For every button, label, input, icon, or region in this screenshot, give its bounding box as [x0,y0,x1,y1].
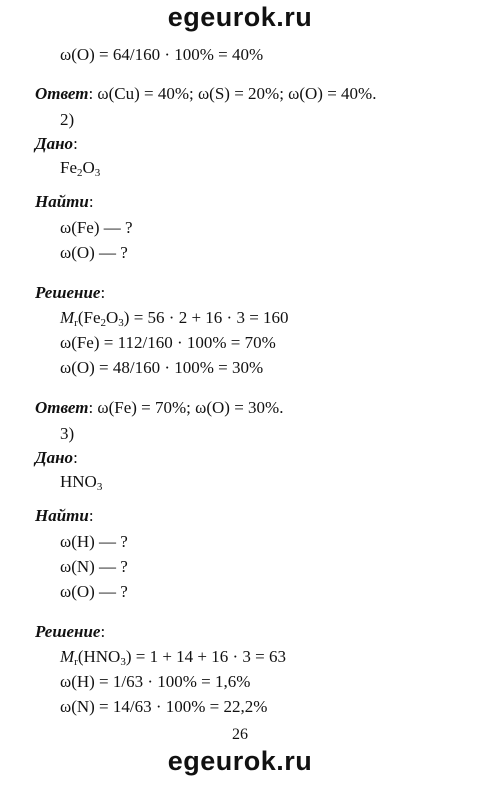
find-2-o: ω(O) — ? [60,243,128,262]
answer-label: Ответ [35,398,89,417]
find-label: Найти [35,506,89,525]
label-colon: : [73,448,78,467]
label-colon: : [100,622,106,641]
molar-mass-symbol: M [60,647,75,666]
formula-part: O [82,158,95,177]
solution-2-molar-mass [60,308,289,328]
formula-part: HNO [60,472,97,491]
find-2-fe: ω(Fe) — ? [60,218,133,237]
answer-label: Ответ [35,84,89,103]
formula-part: (Fe [77,308,101,327]
molar-mass-symbol: M [60,308,75,327]
formula-part: ) = 56 · 2 + 16 · 3 = 160 [123,308,289,327]
given-2-formula [60,158,100,178]
answer-2 [35,398,283,418]
formula-part: Fe [60,158,77,177]
formula-part: (HNO [77,647,121,666]
formula-subscript: 3 [120,656,126,668]
site-watermark-bottom: egeurok.ru [167,746,313,776]
formula-part: O [106,308,119,327]
find-2-heading [35,192,94,212]
formula-part: ) = 1 + 14 + 16 · 3 = 63 [125,647,287,666]
solution-label: Решение [35,622,101,641]
solution-3-molar-mass [60,647,286,667]
label-colon: : [100,283,106,302]
find-3-o: ω(O) — ? [60,582,128,601]
label-colon: : [88,84,94,103]
page-number: 26 [232,726,248,743]
solution-3-heading [35,622,105,642]
formula-subscript: r [74,656,78,668]
given-2-heading [35,134,78,154]
given-3-formula [60,472,102,492]
formula-subscript: 3 [96,481,103,493]
solution-3-n: ω(N) = 14/63 · 100% = 22,2% [60,697,268,716]
label-colon: : [88,192,94,211]
solution-2-heading [35,283,105,303]
answer-text: ω(Fe) = 70%; ω(O) = 30%. [97,398,284,417]
formula-subscript: 3 [94,167,101,179]
solution-2-o: ω(O) = 48/160 · 100% = 30% [60,358,264,377]
given-3-heading [35,448,78,468]
find-3-heading [35,506,94,526]
given-label: Дано [35,448,74,467]
solution-label: Решение [35,283,101,302]
formula-subscript: 3 [118,317,124,329]
answer-1 [35,84,376,104]
label-colon: : [88,398,94,417]
site-watermark-top: egeurok.ru [167,2,313,32]
oxygen-fraction-line: ω(O) = 64/160 · 100% = 40% [60,45,264,64]
label-colon: : [73,134,78,153]
formula-subscript: r [74,317,78,329]
formula-subscript: 2 [100,317,107,329]
find-3-n: ω(N) — ? [60,557,128,576]
problem-number-3: 3) [60,424,75,443]
find-3-h: ω(H) — ? [60,532,128,551]
solution-2-fe: ω(Fe) = 112/160 · 100% = 70% [60,333,276,352]
label-colon: : [88,506,94,525]
answer-text: ω(Cu) = 40%; ω(S) = 20%; ω(O) = 40%. [97,84,377,103]
problem-number-2: 2) [60,110,75,129]
find-label: Найти [35,192,89,211]
solution-3-h: ω(H) = 1/63 · 100% = 1,6% [60,672,251,691]
formula-subscript: 2 [77,167,83,179]
given-label: Дано [35,134,74,153]
